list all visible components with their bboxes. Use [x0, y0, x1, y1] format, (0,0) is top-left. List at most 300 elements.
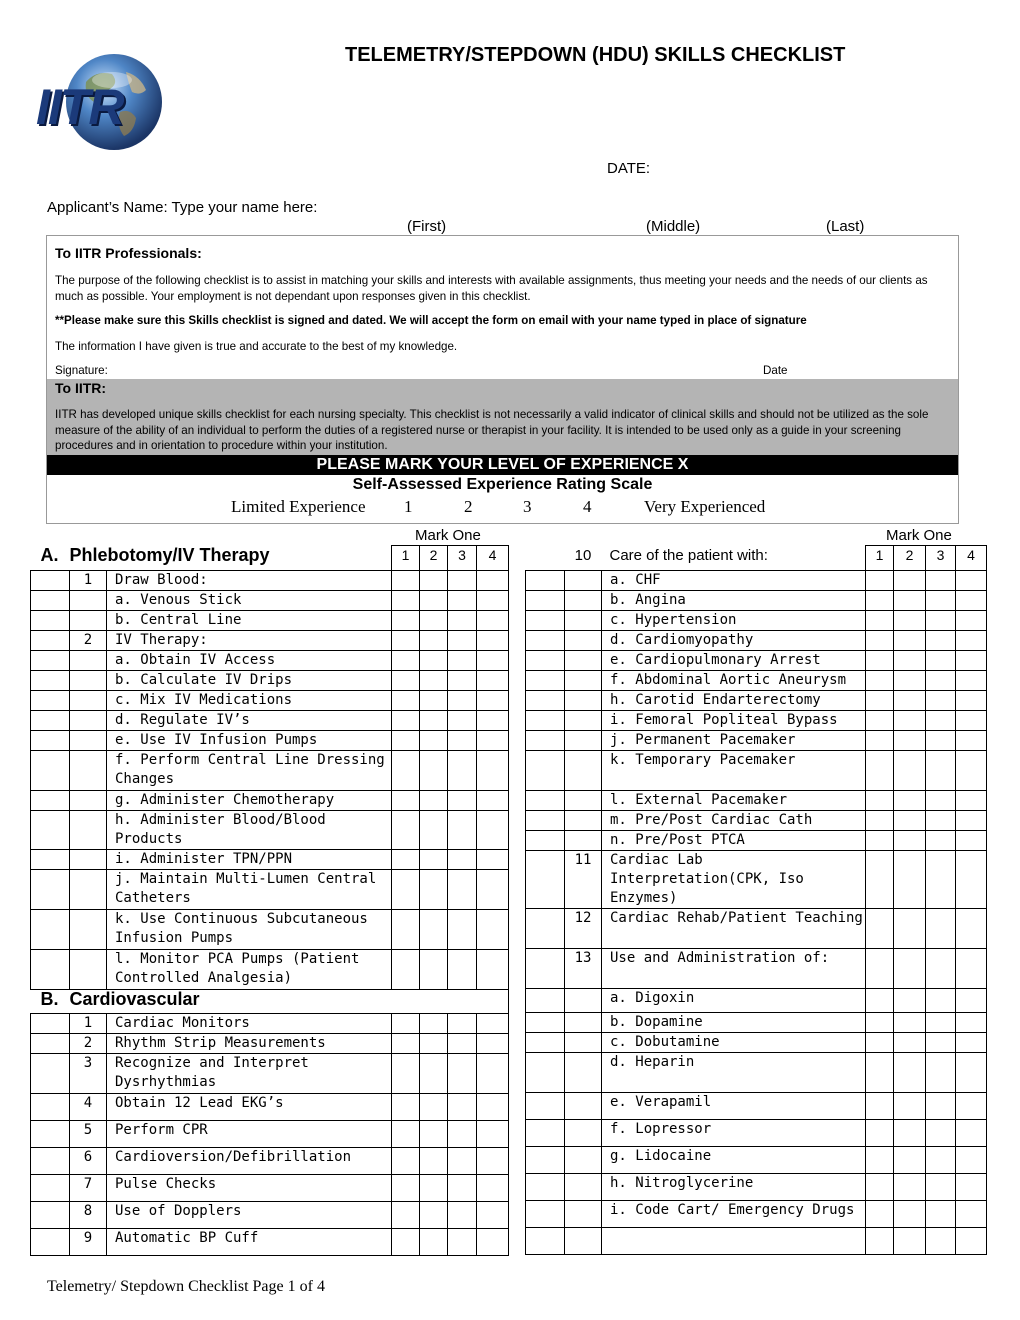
skill-rating-3-box[interactable] [926, 631, 956, 651]
skill-rating-1-box[interactable] [392, 870, 420, 910]
skill-rating-1-box[interactable] [866, 791, 894, 811]
skill-rating-4-box[interactable] [956, 591, 987, 611]
skill-rating-2-box[interactable] [894, 691, 926, 711]
table-row [31, 1054, 509, 1094]
item-number [565, 631, 602, 651]
skill-rating-3-box[interactable] [926, 1013, 956, 1033]
skill-rating-1-box[interactable] [392, 791, 420, 811]
skill-label: d. Heparin [602, 1053, 866, 1093]
skill-rating-2-box[interactable] [420, 671, 448, 691]
skill-rating-1-box[interactable] [392, 811, 420, 850]
table-row [31, 651, 509, 671]
skill-rating-4-box[interactable] [477, 850, 509, 870]
skill-rating-1-box[interactable] [392, 591, 420, 611]
table-row [526, 651, 987, 671]
skill-rating-1-box[interactable] [866, 591, 894, 611]
skill-rating-2-box[interactable] [894, 651, 926, 671]
skill-label: e. Cardiopulmonary Arrest [602, 651, 866, 671]
skill-rating-2-box[interactable] [420, 1054, 448, 1094]
skill-rating-4-box[interactable] [956, 1013, 987, 1033]
table-row [526, 691, 987, 711]
skill-rating-3-box[interactable] [448, 751, 477, 791]
skill-rating-3-box[interactable] [926, 1228, 956, 1255]
skill-rating-2-box[interactable] [420, 791, 448, 811]
skill-rating-3-box[interactable] [448, 1094, 477, 1121]
skill-rating-2-box[interactable] [420, 571, 448, 591]
skill-rating-2-box[interactable] [894, 731, 926, 751]
scale-high-label: Very Experienced [644, 497, 766, 516]
skill-rating-2-box[interactable] [420, 870, 448, 910]
skill-label: Automatic BP Cuff [107, 1229, 392, 1256]
skill-rating-4-box[interactable] [477, 1014, 509, 1034]
skill-label: Draw Blood: [107, 571, 392, 591]
table-row [526, 1033, 987, 1053]
row-blank-cell [526, 909, 565, 949]
skill-rating-3-box[interactable] [448, 1175, 477, 1202]
skill-rating-1-box[interactable] [392, 1229, 420, 1256]
skill-rating-1-box[interactable] [866, 1228, 894, 1255]
row-blank-cell [31, 631, 70, 651]
applicant-name-field[interactable]: Applicant’s Name: Type your name here: [47, 199, 318, 216]
skill-rating-4-box[interactable] [956, 751, 987, 791]
item-number [565, 1120, 602, 1147]
skill-rating-4-box[interactable] [956, 791, 987, 811]
signature-label[interactable]: Signature: [55, 364, 108, 377]
skill-rating-3-box[interactable] [926, 909, 956, 949]
row-blank-cell [31, 1202, 70, 1229]
row-blank-cell [526, 546, 565, 571]
skill-rating-3-box[interactable] [448, 1148, 477, 1175]
skill-label: n. Pre/Post PTCA [602, 831, 866, 851]
skill-rating-4-box[interactable] [477, 591, 509, 611]
table-row [31, 611, 509, 631]
skill-rating-3-box[interactable] [926, 1174, 956, 1201]
item-number [565, 1147, 602, 1174]
skill-rating-1-box[interactable] [392, 850, 420, 870]
mark-one-label-left: Mark One [415, 527, 481, 544]
skill-rating-2-box[interactable] [420, 811, 448, 850]
skill-rating-1-box[interactable] [866, 731, 894, 751]
row-blank-cell [526, 1201, 565, 1228]
skill-rating-1-box[interactable] [866, 631, 894, 651]
skill-rating-3-box[interactable] [926, 1053, 956, 1093]
skill-rating-1-box[interactable] [392, 910, 420, 950]
skill-rating-2-box[interactable] [894, 611, 926, 631]
skill-rating-3-box[interactable] [926, 751, 956, 791]
skill-rating-2-box[interactable] [420, 910, 448, 950]
table-row [31, 591, 509, 611]
skill-rating-3-box[interactable] [926, 1033, 956, 1053]
table-row [31, 751, 509, 791]
skill-rating-4-box[interactable] [956, 671, 987, 691]
skill-rating-1-box[interactable] [866, 1053, 894, 1093]
skill-rating-1-box[interactable] [392, 1202, 420, 1229]
skill-rating-1-box[interactable] [866, 811, 894, 831]
skill-rating-3-box[interactable] [448, 910, 477, 950]
skill-rating-4-box[interactable] [956, 1053, 987, 1093]
skill-rating-3-box[interactable] [448, 1034, 477, 1054]
skill-rating-1-box[interactable] [866, 651, 894, 671]
table-row [31, 811, 509, 850]
row-blank-cell [526, 731, 565, 751]
skill-rating-3-box[interactable] [926, 1201, 956, 1228]
skill-rating-4-box[interactable] [477, 1202, 509, 1229]
section-a-header [31, 546, 509, 571]
skill-rating-4-box[interactable] [956, 1201, 987, 1228]
skill-rating-2-box[interactable] [894, 1147, 926, 1174]
skill-rating-4-box[interactable] [477, 1121, 509, 1148]
skill-rating-4-box[interactable] [477, 910, 509, 950]
skill-rating-1-box[interactable] [392, 671, 420, 691]
skill-rating-3-box[interactable] [448, 1054, 477, 1094]
skill-rating-3-box[interactable] [448, 1014, 477, 1034]
skill-rating-2-box[interactable] [420, 651, 448, 671]
item-number [565, 1033, 602, 1053]
skill-rating-1-box[interactable] [392, 711, 420, 731]
skill-rating-4-box[interactable] [956, 691, 987, 711]
skill-rating-4-box[interactable] [956, 711, 987, 731]
skill-rating-1-box[interactable] [392, 1175, 420, 1202]
signature-date-label[interactable]: Date [763, 364, 788, 377]
skill-rating-4-box[interactable] [477, 751, 509, 791]
skill-rating-2-box[interactable] [420, 1202, 448, 1229]
item-number [70, 751, 107, 791]
skill-label: d. Regulate IV’s [107, 711, 392, 731]
skill-rating-3-box[interactable] [448, 591, 477, 611]
item-number: 1 [70, 1014, 107, 1034]
skill-rating-4-box[interactable] [956, 851, 987, 909]
table-row [31, 1229, 509, 1256]
skill-rating-4-box[interactable] [477, 870, 509, 910]
skill-rating-4-box[interactable] [477, 1094, 509, 1121]
skill-rating-2-box[interactable] [894, 831, 926, 851]
skill-rating-2-box[interactable] [894, 811, 926, 831]
skill-rating-1-box[interactable] [866, 1120, 894, 1147]
skill-rating-2-box[interactable] [420, 950, 448, 990]
skill-label: e. Verapamil [602, 1093, 866, 1120]
skill-rating-1-box[interactable] [392, 950, 420, 990]
table-row [526, 751, 987, 791]
skill-rating-2-box[interactable] [894, 1053, 926, 1093]
skill-rating-4-box[interactable] [477, 671, 509, 691]
skill-rating-2-box[interactable] [894, 591, 926, 611]
row-blank-cell [526, 989, 565, 1013]
skill-rating-3-box[interactable] [926, 1120, 956, 1147]
skill-label: Use of Dopplers [107, 1202, 392, 1229]
skill-rating-1-box[interactable] [392, 611, 420, 631]
skill-rating-3-box[interactable] [448, 711, 477, 731]
skill-rating-1-box[interactable] [392, 1014, 420, 1034]
skill-rating-3-box[interactable] [448, 671, 477, 691]
skill-rating-2-box[interactable] [894, 1033, 926, 1053]
skill-label: k. Use Continuous Subcutaneous Infusion Pumps [107, 910, 392, 950]
item-number: 9 [70, 1229, 107, 1256]
skill-rating-3-box[interactable] [926, 651, 956, 671]
skill-rating-4-box[interactable] [956, 1174, 987, 1201]
skill-rating-1-box[interactable] [866, 671, 894, 691]
skill-rating-1-box[interactable] [866, 1033, 894, 1053]
skill-rating-4-box[interactable] [956, 631, 987, 651]
skill-rating-3-box[interactable] [926, 591, 956, 611]
item-number [565, 671, 602, 691]
table-row [31, 1121, 509, 1148]
skill-rating-2-box[interactable] [420, 611, 448, 631]
skill-rating-1-box[interactable] [392, 631, 420, 651]
skill-rating-3-box[interactable] [448, 811, 477, 850]
skill-rating-1-box[interactable] [866, 611, 894, 631]
skill-rating-4-box[interactable] [477, 611, 509, 631]
skill-rating-2-box[interactable] [894, 851, 926, 909]
skill-rating-3-box[interactable] [448, 571, 477, 591]
skill-label: Cardiac Monitors [107, 1014, 392, 1034]
item-number [565, 1053, 602, 1093]
skill-rating-3-box[interactable] [448, 1121, 477, 1148]
skill-rating-1-box[interactable] [392, 1094, 420, 1121]
skill-rating-3-box[interactable] [448, 950, 477, 990]
skill-rating-1-box[interactable] [392, 1121, 420, 1148]
item-number [70, 691, 107, 711]
skill-rating-1-box[interactable] [866, 1013, 894, 1033]
skill-rating-2-box[interactable] [894, 1120, 926, 1147]
item-number [565, 1228, 602, 1255]
skill-rating-1-box[interactable] [392, 651, 420, 671]
skill-rating-3-box[interactable] [926, 949, 956, 989]
skill-rating-1-box[interactable] [392, 751, 420, 791]
skill-rating-3-box[interactable] [926, 831, 956, 851]
skill-rating-4-box[interactable] [956, 571, 987, 591]
skill-rating-2-box[interactable] [420, 850, 448, 870]
skill-rating-3-box[interactable] [926, 811, 956, 831]
skill-label: g. Lidocaine [602, 1147, 866, 1174]
skill-rating-4-box[interactable] [956, 949, 987, 989]
skill-rating-1-box[interactable] [866, 949, 894, 989]
skill-rating-4-box[interactable] [477, 631, 509, 651]
skill-rating-2-box[interactable] [894, 751, 926, 791]
skill-rating-1-box[interactable] [392, 571, 420, 591]
skill-rating-4-box[interactable] [477, 1229, 509, 1256]
skill-rating-2-box[interactable] [894, 1228, 926, 1255]
skill-rating-1-box[interactable] [392, 691, 420, 711]
row-blank-cell [31, 611, 70, 631]
skill-rating-4-box[interactable] [477, 731, 509, 751]
skill-rating-3-box[interactable] [926, 1093, 956, 1120]
item-number [70, 731, 107, 751]
skill-rating-1-box[interactable] [866, 909, 894, 949]
page-footer: Telemetry/ Stepdown Checklist Page 1 of 4 [47, 1278, 325, 1295]
skill-rating-4-box[interactable] [956, 611, 987, 631]
skill-rating-2-box[interactable] [420, 1148, 448, 1175]
row-blank-cell [31, 870, 70, 910]
skill-rating-2-box[interactable] [420, 591, 448, 611]
row-blank-cell [31, 910, 70, 950]
skill-rating-2-box[interactable] [420, 631, 448, 651]
skill-rating-2-box[interactable] [894, 671, 926, 691]
row-blank-cell [31, 1054, 70, 1094]
row-blank-cell [526, 571, 565, 591]
item-number [565, 831, 602, 851]
table-row [31, 711, 509, 731]
skill-rating-2-box[interactable] [894, 909, 926, 949]
skill-rating-1-box[interactable] [392, 731, 420, 751]
skill-rating-2-box[interactable] [894, 949, 926, 989]
skill-rating-4-box[interactable] [956, 731, 987, 751]
skill-rating-2-box[interactable] [894, 1201, 926, 1228]
skill-rating-3-box[interactable] [926, 1147, 956, 1174]
skill-label: a. Digoxin [602, 989, 866, 1013]
skill-rating-2-box[interactable] [420, 1014, 448, 1034]
skill-rating-3-box[interactable] [926, 611, 956, 631]
skill-rating-4-box[interactable] [956, 811, 987, 831]
skill-rating-3-box[interactable] [926, 691, 956, 711]
item-number: 12 [565, 909, 602, 949]
skill-rating-2-box[interactable] [420, 1034, 448, 1054]
item-number: 6 [70, 1148, 107, 1175]
skill-rating-3-box[interactable] [926, 571, 956, 591]
skill-rating-2-box[interactable] [420, 1121, 448, 1148]
skill-rating-2-box[interactable] [420, 1094, 448, 1121]
skill-rating-2-box[interactable] [894, 711, 926, 731]
skill-rating-3-box[interactable] [926, 731, 956, 751]
table-row [31, 731, 509, 751]
iitr-heading: To IITR: [55, 380, 107, 396]
table-row [31, 631, 509, 651]
skill-rating-3-box[interactable] [926, 851, 956, 909]
skill-rating-3-box[interactable] [448, 611, 477, 631]
skill-rating-4-box[interactable] [477, 1034, 509, 1054]
skill-label: IV Therapy: [107, 631, 392, 651]
skill-rating-1-box[interactable] [392, 1034, 420, 1054]
scale-2: 2 [464, 497, 473, 516]
skill-rating-4-box[interactable] [477, 691, 509, 711]
skill-rating-2-box[interactable] [894, 571, 926, 591]
skill-rating-1-box[interactable] [392, 1054, 420, 1094]
skill-rating-4-box[interactable] [956, 1033, 987, 1053]
skill-rating-2-box[interactable] [894, 989, 926, 1013]
table-row [31, 850, 509, 870]
skill-rating-4-box[interactable] [956, 1147, 987, 1174]
skill-rating-4-box[interactable] [956, 1228, 987, 1255]
row-blank-cell [31, 591, 70, 611]
item-number: 13 [565, 949, 602, 989]
skill-rating-3-box[interactable] [448, 870, 477, 910]
skill-rating-1-box[interactable] [866, 1201, 894, 1228]
skill-label: b. Angina [602, 591, 866, 611]
skill-rating-4-box[interactable] [956, 1093, 987, 1120]
row-blank-cell [526, 751, 565, 791]
skill-rating-2-box[interactable] [420, 1175, 448, 1202]
last-name-label: (Last) [826, 218, 865, 235]
row-blank-cell [526, 611, 565, 631]
item-number [565, 691, 602, 711]
skill-rating-4-box[interactable] [956, 831, 987, 851]
skill-rating-4-box[interactable] [477, 711, 509, 731]
skill-rating-1-box[interactable] [866, 851, 894, 909]
skill-rating-2-box[interactable] [894, 791, 926, 811]
item-number: 10 [565, 546, 602, 571]
skill-rating-4-box[interactable] [956, 651, 987, 671]
skill-rating-2-box[interactable] [420, 711, 448, 731]
skill-rating-3-box[interactable] [448, 731, 477, 751]
skill-rating-4-box[interactable] [477, 791, 509, 811]
skill-rating-2-box[interactable] [894, 631, 926, 651]
skill-label: h. Nitroglycerine [602, 1174, 866, 1201]
skill-rating-4-box[interactable] [956, 1120, 987, 1147]
row-blank-cell [526, 711, 565, 731]
row-blank-cell [31, 571, 70, 591]
skill-rating-3-box[interactable] [448, 631, 477, 651]
skill-rating-4-box[interactable] [477, 651, 509, 671]
document-title: TELEMETRY/STEPDOWN (HDU) SKILLS CHECKLIST [345, 44, 846, 66]
skill-rating-2-box[interactable] [420, 1229, 448, 1256]
skill-rating-1-box[interactable] [866, 1174, 894, 1201]
skill-rating-3-box[interactable] [926, 791, 956, 811]
skill-rating-3-box[interactable] [448, 850, 477, 870]
skill-rating-3-box[interactable] [926, 989, 956, 1013]
skill-rating-1-box[interactable] [866, 571, 894, 591]
row-blank-cell [31, 691, 70, 711]
skill-rating-2-box[interactable] [894, 1093, 926, 1120]
skill-rating-1-box[interactable] [866, 751, 894, 791]
skill-rating-2-box[interactable] [894, 1013, 926, 1033]
skill-rating-2-box[interactable] [420, 731, 448, 751]
skill-rating-4-box[interactable] [956, 909, 987, 949]
table-row [526, 711, 987, 731]
skill-rating-1-box[interactable] [866, 1093, 894, 1120]
skill-rating-4-box[interactable] [477, 1175, 509, 1202]
skill-rating-4-box[interactable] [477, 950, 509, 990]
iitr-logo [34, 52, 174, 152]
skill-rating-2-box[interactable] [420, 751, 448, 791]
table-row [31, 1034, 509, 1054]
item-number [565, 591, 602, 611]
skill-label: a. Venous Stick [107, 591, 392, 611]
skill-rating-3-box[interactable] [448, 651, 477, 671]
skill-rating-1-box[interactable] [866, 691, 894, 711]
item-number [70, 910, 107, 950]
item-number: 8 [70, 1202, 107, 1229]
skill-rating-1-box[interactable] [392, 1148, 420, 1175]
skill-rating-3-box[interactable] [448, 791, 477, 811]
table-row [31, 671, 509, 691]
skill-rating-2-box[interactable] [420, 691, 448, 711]
section-title: Cardiovascular [70, 990, 509, 1014]
skill-rating-4-box[interactable] [477, 811, 509, 850]
skill-rating-2-box[interactable] [894, 1174, 926, 1201]
skill-rating-1-box[interactable] [866, 989, 894, 1013]
skill-rating-1-box[interactable] [866, 831, 894, 851]
skill-rating-3-box[interactable] [448, 691, 477, 711]
item-number [565, 1174, 602, 1201]
rating-header-3: 3 [448, 546, 477, 571]
skill-label: Obtain 12 Lead EKG’s [107, 1094, 392, 1121]
item-number [70, 791, 107, 811]
table-row [526, 611, 987, 631]
skill-rating-3-box[interactable] [926, 671, 956, 691]
skill-rating-4-box[interactable] [477, 1054, 509, 1094]
skill-rating-3-box[interactable] [448, 1202, 477, 1229]
skill-rating-4-box[interactable] [477, 1148, 509, 1175]
skill-rating-3-box[interactable] [926, 711, 956, 731]
skill-rating-1-box[interactable] [866, 1147, 894, 1174]
scale-3: 3 [523, 497, 532, 516]
item-number [565, 731, 602, 751]
skill-rating-1-box[interactable] [866, 711, 894, 731]
skill-rating-4-box[interactable] [477, 571, 509, 591]
row-blank-cell [31, 751, 70, 791]
skill-label: b. Dopamine [602, 1013, 866, 1033]
skill-rating-4-box[interactable] [956, 989, 987, 1013]
skill-rating-3-box[interactable] [448, 1229, 477, 1256]
